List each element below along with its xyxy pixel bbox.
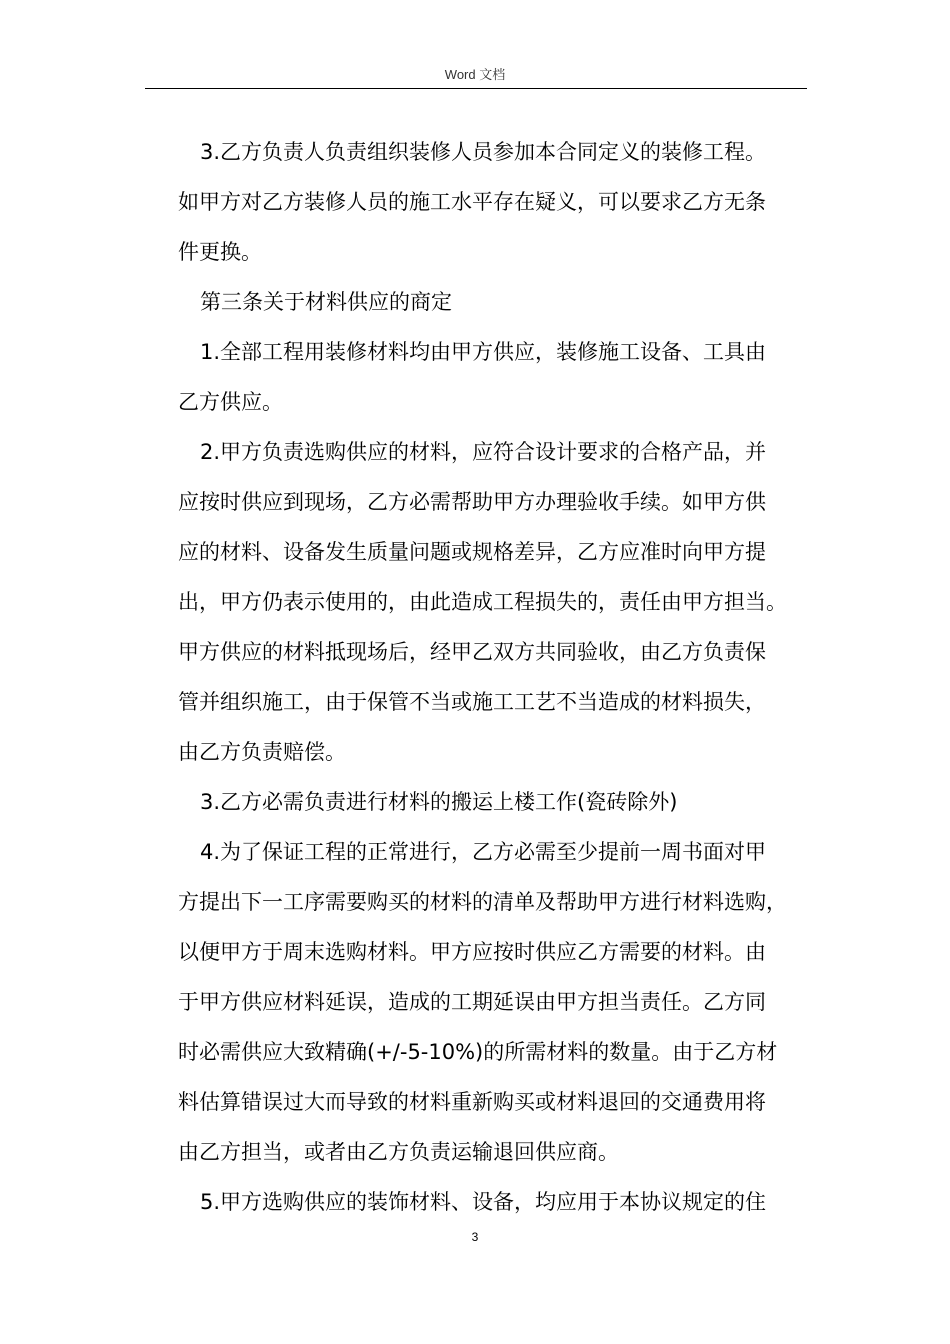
section-heading: 第三条关于材料供应的商定 xyxy=(200,290,452,314)
paragraph-line: 时必需供应大致精确(+/-5-10%)的所需材料的数量。由于乙方材 xyxy=(178,1040,778,1064)
paragraph-line: 管并组织施工，由于保管不当或施工工艺不当造成的材料损失， xyxy=(178,690,766,714)
paragraph-line: 5.甲方选购供应的装饰材料、设备，均应用于本协议规定的住 xyxy=(200,1190,767,1214)
header-divider xyxy=(145,88,807,89)
paragraph-line: 方提出下一工序需要购买的材料的清单及帮助甲方进行材料选购， xyxy=(178,890,787,914)
paragraph-line: 由乙方负责赔偿。 xyxy=(178,740,346,764)
paragraph-line: 应按时供应到现场，乙方必需帮助甲方办理验收手续。如甲方供 xyxy=(178,490,766,514)
document-body xyxy=(178,127,808,1227)
paragraph-line: 以便甲方于周末选购材料。甲方应按时供应乙方需要的材料。由 xyxy=(178,940,766,964)
paragraph-line: 应的材料、设备发生质量问题或规格差异，乙方应准时向甲方提 xyxy=(178,540,766,564)
page-number: 3 xyxy=(471,1230,479,1244)
paragraph-line: 出，甲方仍表示使用的，由此造成工程损失的，责任由甲方担当。 xyxy=(178,590,787,614)
paragraph-line: 由乙方担当，或者由乙方负责运输退回供应商。 xyxy=(178,1140,619,1164)
paragraph-line: 料估算错误过大而导致的材料重新购买或材料退回的交通费用将 xyxy=(178,1090,766,1114)
paragraph-line: 3.乙方负责人负责组织装修人员参加本合同定义的装修工程。 xyxy=(200,140,767,164)
paragraph-line: 甲方供应的材料抵现场后，经甲乙双方共同验收，由乙方负责保 xyxy=(178,640,766,664)
paragraph-line: 2.甲方负责选购供应的材料，应符合设计要求的合格产品，并 xyxy=(200,440,767,464)
paragraph-line: 如甲方对乙方装修人员的施工水平存在疑义，可以要求乙方无条 xyxy=(178,190,766,214)
paragraph-line: 乙方供应。 xyxy=(178,390,283,414)
paragraph-line: 件更换。 xyxy=(178,240,262,264)
paragraph-line: 于甲方供应材料延误，造成的工期延误由甲方担当责任。乙方同 xyxy=(178,990,766,1014)
paragraph-line: 4.为了保证工程的正常进行，乙方必需至少提前一周书面对甲 xyxy=(200,840,767,864)
page-header: Word 文档 xyxy=(444,67,506,82)
paragraph-line: 1.全部工程用装修材料均由甲方供应，装修施工设备、工具由 xyxy=(200,340,767,364)
paragraph-line: 3.乙方必需负责进行材料的搬运上楼工作(瓷砖除外) xyxy=(200,790,678,814)
